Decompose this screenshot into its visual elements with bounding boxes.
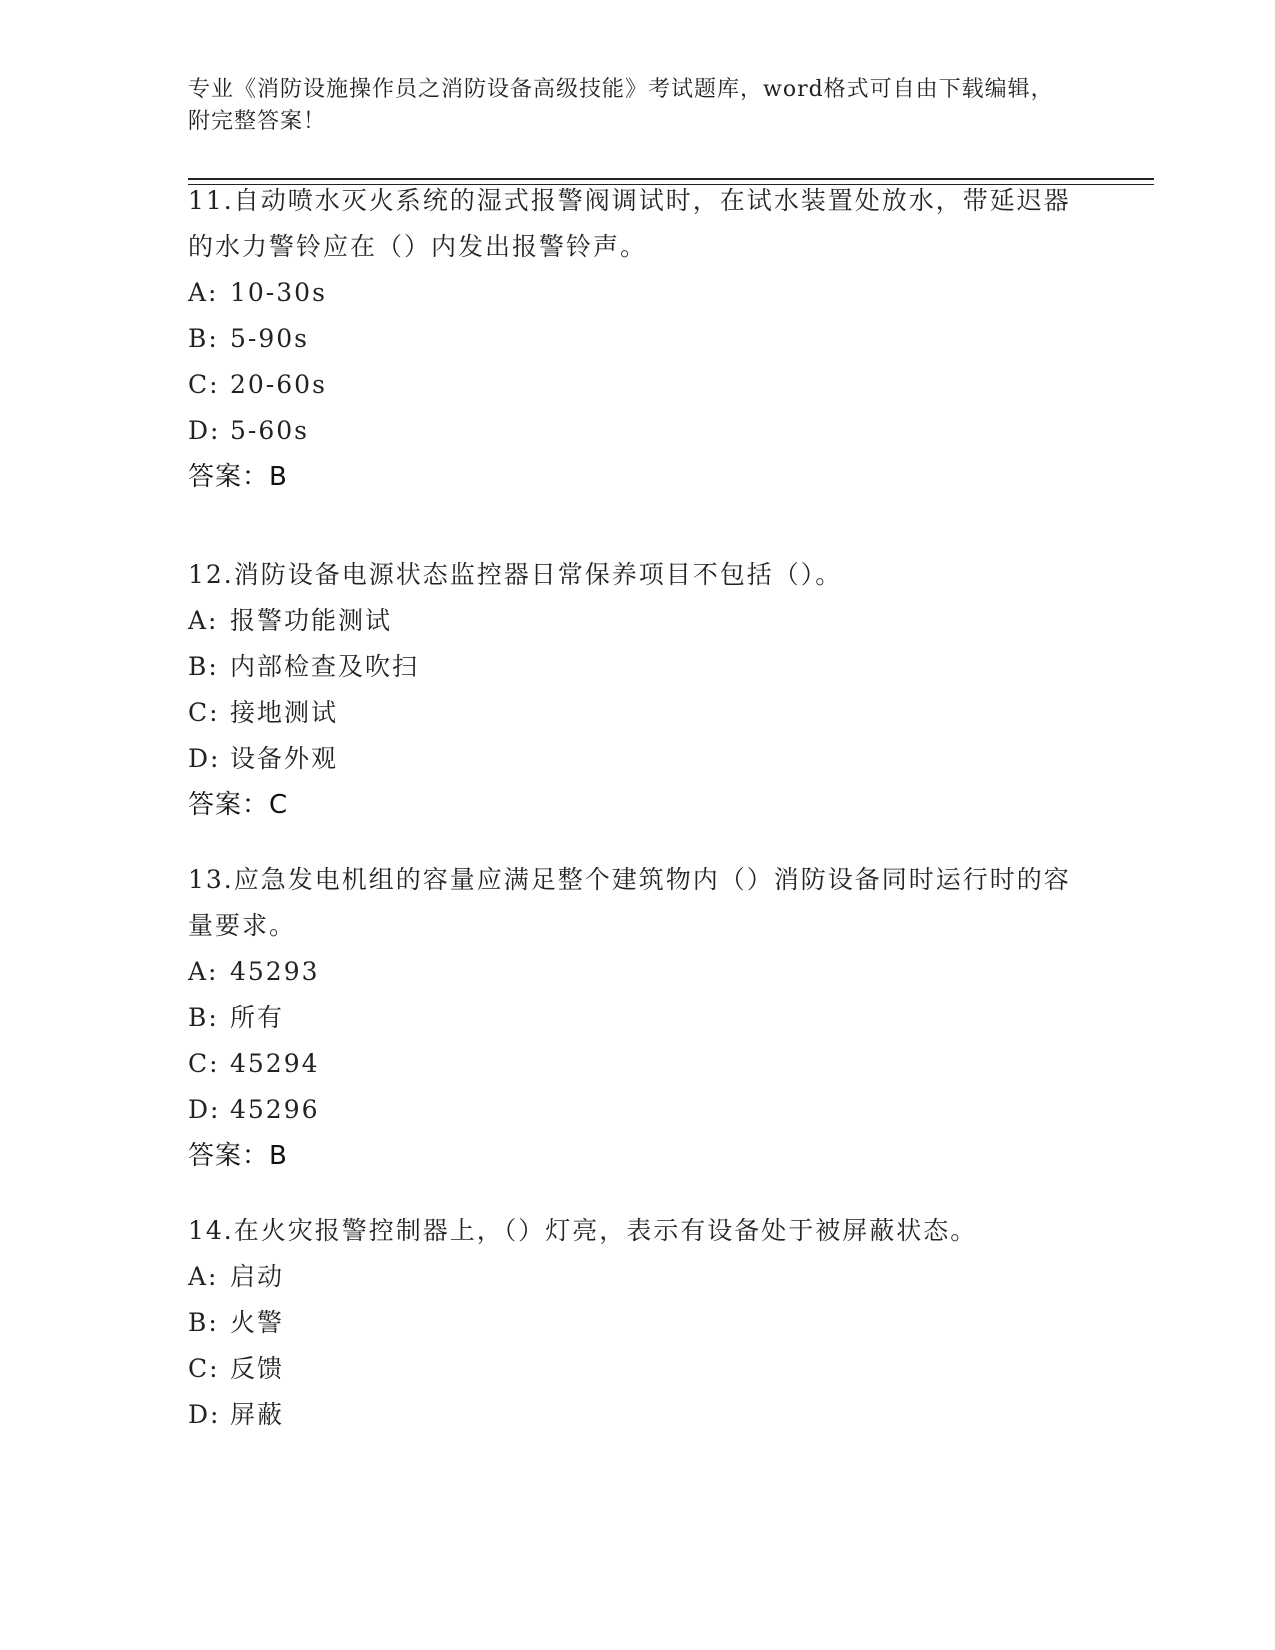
question-14 [188, 1208, 1088, 1438]
option-label: A: [188, 278, 219, 307]
option-text: 10-30s [230, 278, 327, 307]
option-label: C: [188, 1049, 220, 1078]
document-header: 专业《消防设施操作员之消防设备高级技能》考试题库，word格式可自由下载编辑，附完整答案！ [188, 77, 1054, 134]
option-text: 内部检查及吹扫 [230, 652, 420, 681]
option-a [188, 598, 1088, 644]
option-label: C: [188, 1354, 220, 1383]
question-12 [188, 552, 1088, 828]
option-b [188, 316, 1088, 362]
option-label: C: [188, 370, 220, 399]
option-c [188, 362, 1088, 408]
option-text: 反馈 [230, 1354, 285, 1383]
option-text: 屏蔽 [230, 1400, 285, 1429]
option-text: 45294 [230, 1049, 320, 1078]
option-b [188, 1300, 1088, 1346]
option-text: 45293 [230, 957, 320, 986]
option-label: B: [188, 652, 219, 681]
option-a [188, 270, 1088, 316]
option-a [188, 1254, 1088, 1300]
option-label: C: [188, 698, 220, 727]
option-a [188, 949, 1088, 995]
option-label: A: [188, 957, 219, 986]
option-c [188, 1041, 1088, 1087]
option-label: D: [188, 744, 221, 773]
option-text: 设备外观 [230, 744, 339, 773]
option-label: B: [188, 324, 219, 353]
option-d [188, 1087, 1088, 1133]
option-d [188, 408, 1088, 454]
question-11 [188, 178, 1088, 500]
option-text: 20-60s [230, 370, 327, 399]
option-label: D: [188, 1095, 221, 1124]
option-c [188, 1346, 1088, 1392]
question-13 [188, 857, 1088, 1179]
option-text: 5-60s [230, 416, 309, 445]
question-stem: 12.消防设备电源状态监控器日常保养项目不包括（）。 [188, 560, 843, 589]
answer-line: 答案：B [188, 1141, 288, 1171]
option-text: 火警 [230, 1308, 285, 1337]
answer-line: 答案：B [188, 462, 288, 492]
option-c [188, 690, 1088, 736]
question-stem: 14.在火灾报警控制器上，（）灯亮，表示有设备处于被屏蔽状态。 [188, 1216, 978, 1245]
option-b [188, 995, 1088, 1041]
option-d [188, 1392, 1088, 1438]
question-stem: 13.应急发电机组的容量应满足整个建筑物内（）消防设备同时运行时的容量要求。 [188, 865, 1071, 940]
option-text: 报警功能测试 [230, 606, 393, 635]
question-stem: 11.自动喷水灭火系统的湿式报警阀调试时，在试水装置处放水，带延迟器的水力警铃应在（）内发出报警铃声。 [188, 186, 1071, 261]
option-text: 接地测试 [230, 698, 339, 727]
option-label: D: [188, 416, 221, 445]
option-text: 所有 [230, 1003, 285, 1032]
option-b [188, 644, 1088, 690]
option-label: B: [188, 1308, 219, 1337]
option-label: B: [188, 1003, 219, 1032]
option-label: A: [188, 606, 219, 635]
option-text: 启动 [230, 1262, 285, 1291]
answer-line: 答案：C [188, 790, 289, 820]
option-d [188, 736, 1088, 782]
option-text: 5-90s [230, 324, 309, 353]
option-label: D: [188, 1400, 221, 1429]
option-label: A: [188, 1262, 219, 1291]
option-text: 45296 [230, 1095, 320, 1124]
